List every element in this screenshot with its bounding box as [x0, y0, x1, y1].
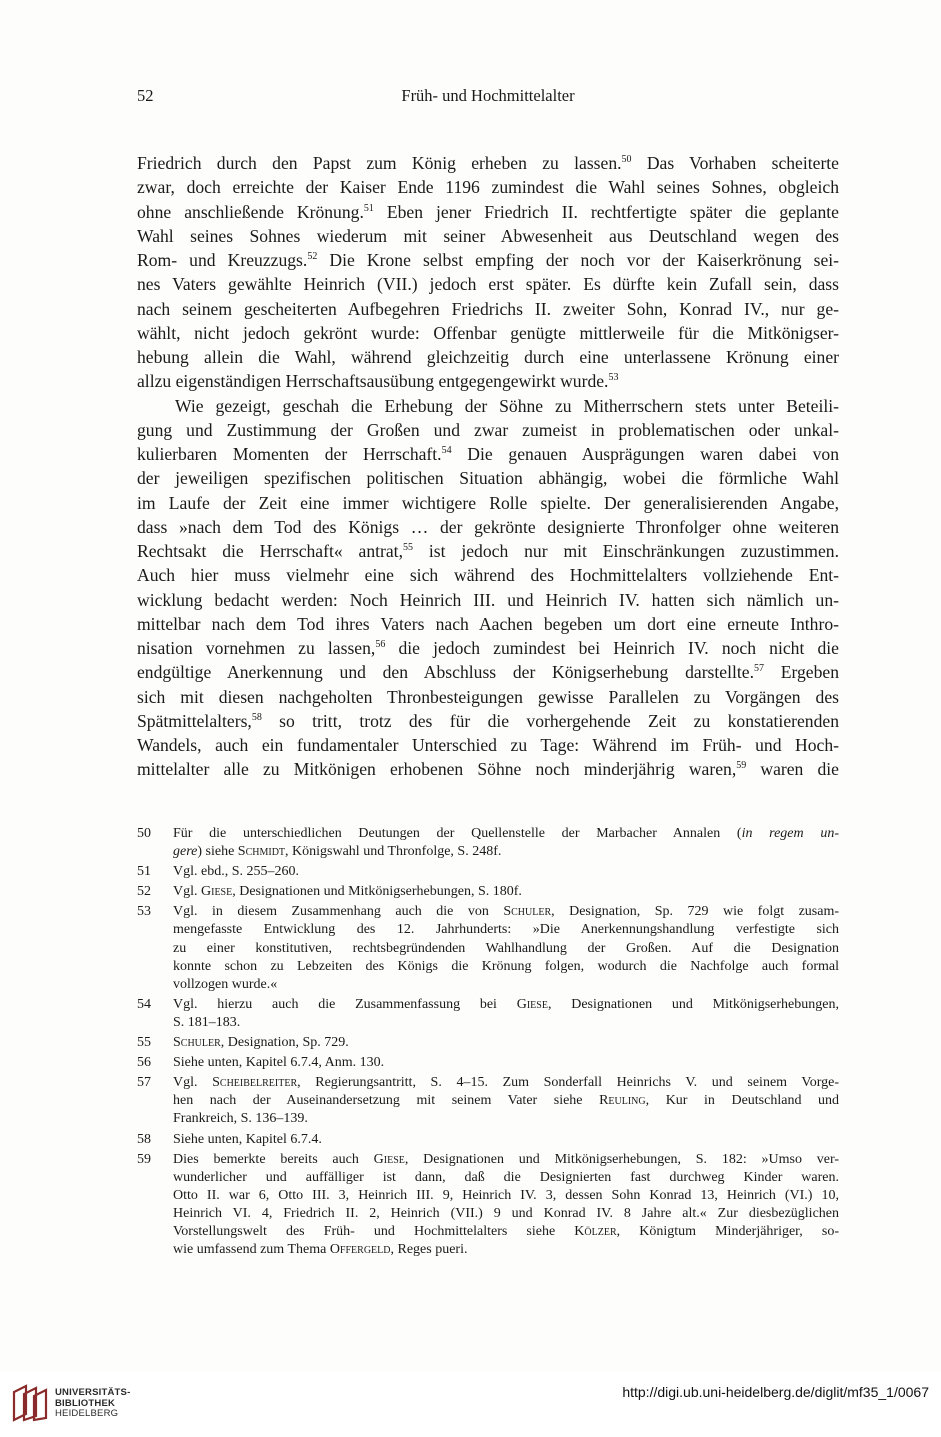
text-line-continuation: so tritt, trotz des für die vorhergehende Zeit zu konstatierenden [261, 710, 839, 731]
text-line [137, 636, 839, 660]
footnote-text: , Designationen und Mitkönigserhebungen, [547, 996, 839, 1012]
footnote-ref[interactable]: 50 [621, 154, 632, 165]
text-line [137, 345, 839, 369]
text-line [137, 539, 839, 563]
footnote-line [173, 1034, 839, 1052]
footnotes [137, 825, 839, 1261]
footnote-number: 57 [137, 1075, 151, 1091]
author-name: Offergeld [329, 1242, 391, 1258]
footnote-line [173, 1169, 839, 1187]
author-name: Schuler [503, 904, 552, 920]
text-line-content: nach seinem gescheiterten Aufbegehren Friedrichs II. zweiter Sohn, Konrad IV., nur ge- [137, 298, 839, 319]
text-line-continuation: Das Vorhaben scheiterte [631, 153, 839, 173]
author-name: Giese [516, 996, 548, 1012]
library-name-line2: BIBLIOTHEK [55, 1397, 116, 1409]
text-line-continuation: Ergeben [763, 662, 839, 683]
text-line-content: ohne anschließende Krönung. [137, 201, 364, 222]
footnote-number: 55 [137, 1035, 151, 1051]
footnote-line [173, 1151, 839, 1169]
footnote-line [173, 1187, 839, 1205]
footnote-text: Vgl. ebd., S. 255–260. [173, 864, 299, 880]
text-line-content: Wandels, auch ein fundamentaler Unterschied zu Tage: Während im Früh- und Hoch- [137, 735, 839, 755]
footnote-text: konnte schon zu Lebzeiten des Königs die Krönung folgen, wodurch die Nachfolge auch formal [173, 958, 839, 974]
running-header [137, 86, 839, 112]
footnote-number: 56 [137, 1055, 151, 1071]
text-line-content: wicklung bedacht werden: Noch Heinrich III. und Heinrich IV. hatten sich nämlich un- [137, 589, 839, 610]
text-line [137, 515, 839, 539]
text-line-content: Rechtsakt die Herrschaft« antrat, [137, 541, 403, 561]
text-line-content: Spätmittelalters, [137, 710, 252, 731]
text-line-content: Wie gezeigt, geschah die Erhebung der Söhne zu Mitherrschern stets unter Beteili- [175, 395, 839, 416]
footnote [137, 1131, 839, 1149]
footnote-text: , Königtum Minderjähriger, so- [616, 1223, 839, 1239]
footnote [137, 903, 839, 993]
footnote-text: vollzogen wurde.« [173, 976, 278, 992]
text-line [137, 151, 839, 175]
footnote-ref[interactable]: 54 [441, 445, 452, 456]
text-line-content: der jeweiligen spezifischen politischen Situation abhängig, wobei die förmliche Wahl [137, 468, 839, 489]
footnote-line [173, 1223, 839, 1241]
text-line-content: sich mit diesen nachgeholten Thronbesteigungen gewisse Parallelen zu Vorgängen des [137, 686, 839, 707]
text-line-content: mittelbar nach dem Tod ihres Vaters nach Aachen begeben um dort eine erneute Inthro- [137, 613, 839, 634]
text-line-continuation: Die genauen Ausprägungen waren dabei von [451, 444, 840, 464]
text-line [137, 709, 839, 733]
footnote-ref[interactable]: 53 [608, 372, 619, 384]
footnote-line [173, 825, 839, 843]
footnote-text: Frankreich, S. 136–139. [173, 1111, 308, 1127]
text-line-content: gung und Zustimmung der Großen und zwar zumeist in problematischen oder unkal- [137, 419, 839, 440]
footnote-text: , Designation, Sp. 729. [220, 1035, 349, 1051]
footnote-number: 59 [137, 1151, 151, 1167]
text-line [137, 272, 839, 296]
text-line [137, 418, 839, 442]
text-line [137, 297, 839, 321]
author-name: Schmidt [237, 844, 286, 860]
text-line [137, 491, 839, 515]
text-line-continuation: waren die [746, 759, 839, 780]
text-line [137, 685, 839, 709]
text-line [137, 757, 839, 781]
text-line [137, 248, 839, 272]
footnote-line [173, 863, 839, 881]
footnote-text: Vgl. in diesem Zusammenhang auch die von [173, 904, 504, 920]
text-line [137, 442, 839, 466]
author-name: Schuler [173, 1035, 221, 1051]
text-line [137, 369, 839, 393]
text-line-content: nisation vornehmen zu lassen, [137, 638, 376, 658]
text-line-content: Auch hier muss vielmehr eine sich während des Hochmittelalters vollziehende Ent- [137, 565, 839, 586]
footnote [137, 883, 839, 901]
text-line-continuation: Eben jener Friedrich II. rechtfertigte später die geplante [373, 201, 839, 222]
footnote-number: 53 [137, 904, 151, 920]
footnote-text: , Königswahl und Thronfolge, S. 248f. [285, 844, 502, 860]
footnote-text: Für die unterschiedlichen Deutungen der Quellenstelle der Marbacher Annalen ( [173, 826, 742, 841]
text-line-content: hebung allein die Wahl, während gleichzeitig durch eine unterlassene Krönung einer [137, 347, 839, 367]
footer-bar [0, 1372, 941, 1437]
footnote-text: Siehe unten, Kapitel 6.7.4, Anm. 130. [173, 1055, 385, 1071]
text-line-content: Wahl seines Sohnes wiederum mit seiner Abwesenheit aus Deutschland wegen des [137, 225, 839, 246]
footnote-line [173, 1092, 839, 1110]
footnote-text: , Designationen und Mitkönigserhebungen, S. 182: »Umso ver- [404, 1151, 839, 1167]
footnote [137, 996, 839, 1032]
footnote [137, 1034, 839, 1052]
footnote-text: mengefasste Entwicklung des 12. Jahrhunderts: »Die Anerkennungshandlung verfestigte sich [173, 922, 839, 938]
author-name: Scheibelreiter [212, 1075, 298, 1091]
text-line-continuation: die jedoch zumindest bei Heinrich IV. noch nicht die [385, 638, 839, 658]
footnote-text: Vorstellungswelt des Früh- und Hochmittelalters siehe [173, 1223, 575, 1239]
footnote-text: in regem un- [741, 826, 839, 841]
footnote-ref[interactable]: 58 [251, 711, 262, 723]
text-line [137, 588, 839, 612]
footnote-text: S. 181–183. [173, 1014, 241, 1030]
footnote-text: Heinrich VI. 4, Friedrich II. 2, Heinrich (VII.) 9 und Konrad IV. 8 Jahre alt.« Zur diesbezüglichen [173, 1205, 839, 1221]
footnote-ref[interactable]: 52 [307, 251, 318, 262]
footnote [137, 863, 839, 881]
footnote-line [173, 1074, 839, 1092]
footnote-ref[interactable]: 51 [363, 202, 374, 214]
footnote-text: Vgl. [173, 884, 201, 900]
text-line [137, 733, 839, 757]
text-line-continuation: Die Krone selbst empfing der noch vor der Kaiserkrönung sei- [317, 250, 839, 270]
footnote [137, 1054, 839, 1072]
footnote-line [173, 1131, 839, 1149]
footnote-line [173, 940, 839, 958]
footnote-line [173, 1014, 839, 1032]
footnote-line [173, 976, 839, 994]
footnote-text: wunderlicher und auffälliger ist dann, daß die Designierten fast durchweg Kinder waren. [173, 1169, 839, 1185]
text-line-content: nes Vaters gewählte Heinrich (VII.) jedoch erst später. Es dürfte kein Zufall sein, dass [137, 274, 839, 295]
footnote-line [173, 1241, 839, 1259]
text-line-content: im Laufe der Zeit eine immer wichtigere Rolle spielte. Der generalisierenden Angabe, [137, 492, 839, 513]
footnote-line [173, 1110, 839, 1128]
footnote-text: zu einer konstitutiven, rechtsbegründenden Wahlhandlung der Großen. Auf die Designation [173, 940, 839, 956]
author-name: Kölzer [574, 1223, 617, 1239]
text-line [137, 394, 839, 418]
text-line-content: zwar, doch erreichte der Kaiser Ende 1196 zumindest die Wahl seines Sohnes, obgleich [137, 177, 839, 198]
text-line-content: wählt, nicht jedoch gekrönt wurde: Offenbar genügte mittlerweile für die Mitkönigser- [137, 322, 839, 343]
library-name-line1: UNIVERSITÄTS- [55, 1387, 131, 1398]
footnote-line [173, 1205, 839, 1223]
footnote-text: Dies bemerkte bereits auch [173, 1151, 374, 1167]
author-name: Reuling [599, 1093, 646, 1109]
library-name-line3: HEIDELBERG [55, 1408, 119, 1419]
footnote-line [173, 958, 839, 976]
text-line [137, 612, 839, 636]
text-line-content: mittelalter alle zu Mitkönigen erhobenen Söhne noch minderjährig waren, [137, 759, 737, 780]
running-title: Früh- und Hochmittelalter [401, 86, 575, 105]
footnote-text: ) siehe [197, 844, 238, 860]
footnote-text: , Designationen und Mitkönigserhebungen, S. 180f. [232, 884, 522, 900]
footnote-line [173, 843, 839, 861]
footnote-text: , Regierungsantritt, S. 4–15. Zum Sonderfall Heinrichs V. und seinem Vorge- [297, 1075, 840, 1091]
text-line-content: dass »nach dem Tod des Königs … der gekrönte designierte Thronfolger ohne weiteren [137, 516, 839, 537]
footnote [137, 825, 839, 861]
footnote-number: 58 [137, 1131, 151, 1147]
footnote-number: 52 [137, 884, 151, 900]
text-line [137, 224, 839, 248]
text-line-content: Rom- und Kreuzzugs. [137, 250, 308, 270]
footnote-line [173, 1054, 839, 1072]
footnote-text: , Designation, Sp. 729 wie folgt zusam- [551, 904, 839, 920]
footnote-text: Otto II. war 6, Otto III. 3, Heinrich III. 9, Heinrich IV. 3, dessen Sohn Konrad 13, Heinrich (VI.) 10, [173, 1187, 839, 1203]
footnote-text: Siehe unten, Kapitel 6.7.4. [173, 1131, 322, 1147]
text-line [137, 200, 839, 224]
library-name [55, 1388, 130, 1420]
footnote-ref[interactable]: 57 [753, 663, 764, 675]
footnote-text: , Reges pueri. [390, 1242, 468, 1258]
author-name: Giese [201, 884, 233, 900]
library-logo-icon [10, 1382, 50, 1424]
footnote-text: Vgl. hierzu auch die Zusammenfassung bei [173, 996, 517, 1012]
text-line-content: kulierbaren Momenten der Herrschaft. [137, 444, 442, 464]
footnote-ref[interactable]: 59 [736, 760, 747, 772]
footnote-number: 54 [137, 996, 151, 1012]
text-line-content: endgültige Anerkennung und den Abschluss der Königserhebung darstellte. [137, 662, 754, 683]
footnote-text: , Kur in Deutschland und [645, 1093, 839, 1109]
footnote [137, 1151, 839, 1260]
text-line [137, 321, 839, 345]
author-name: Giese [373, 1151, 405, 1167]
footnote-ref[interactable]: 55 [402, 542, 413, 553]
page-number: 52 [137, 86, 154, 105]
footnote-line [173, 921, 839, 939]
text-line [137, 466, 839, 490]
footnote-text: Vgl. [173, 1075, 213, 1091]
permalink-url[interactable]: http://digi.ub.uni-heidelberg.de/diglit/mf35_1/0067 [622, 1384, 929, 1400]
footnote-text: gere [173, 844, 198, 860]
text-line-continuation: ist jedoch nur mit Einschränkungen zuzustimmen. [412, 541, 839, 561]
footnote-text: hen nach der Auseinandersetzung mit seinem Vater siehe [173, 1093, 600, 1109]
footnote-text: wie umfassend zum Thema [173, 1242, 330, 1258]
footnote-ref[interactable]: 56 [375, 639, 386, 650]
footnote-line [173, 996, 839, 1014]
main-text [137, 151, 839, 782]
footnote-number: 50 [137, 826, 151, 841]
footnote-number: 51 [137, 864, 151, 880]
text-line-content: allzu eigenständigen Herrschaftsausübung entgegengewirkt wurde. [137, 371, 609, 392]
footnote-line [173, 903, 839, 921]
text-line [137, 175, 839, 199]
footnote-line [173, 883, 839, 901]
footnote [137, 1074, 839, 1128]
text-line [137, 563, 839, 587]
text-line-content: Friedrich durch den Papst zum König erheben zu lassen. [137, 153, 622, 173]
text-line [137, 660, 839, 684]
